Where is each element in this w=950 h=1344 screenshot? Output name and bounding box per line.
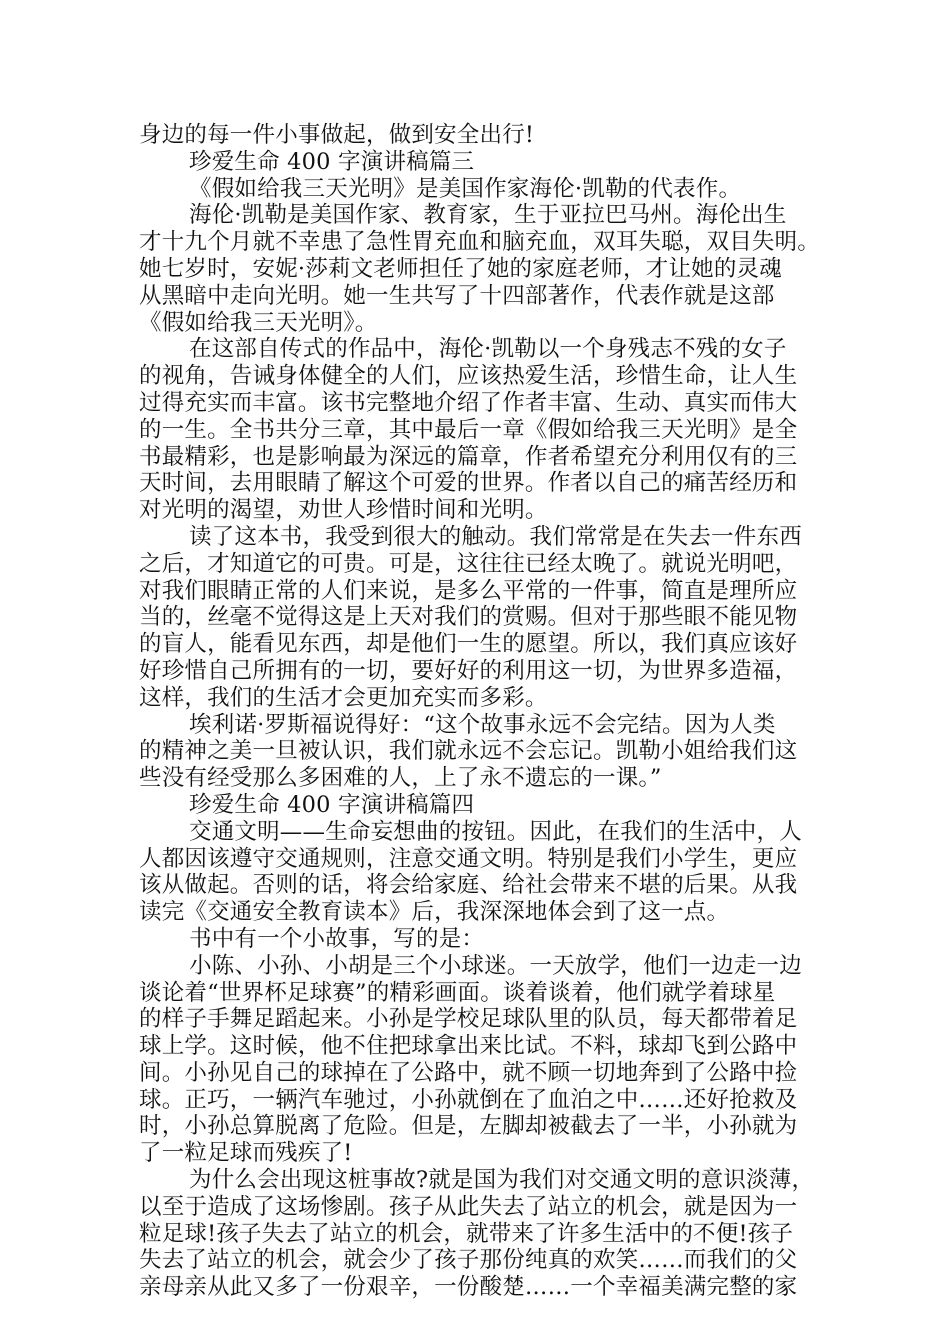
text-line: 人都因该遵守交通规则，注意交通文明。特别是我们小学生，更应 — [139, 845, 798, 872]
text-line: 之后，才知道它的可贵。可是，这往往已经太晚了。就说光明吧， — [139, 550, 798, 577]
text-line: 这样，我们的生活才会更加充实而多彩。 — [139, 684, 548, 711]
text-line: 的精神之美一旦被认识，我们就永远不会忘记。凯勒小姐给我们这 — [139, 738, 798, 765]
text-line: 该从做起。否则的话，将会给家庭、给社会带来不堪的后果。从我 — [139, 872, 798, 899]
text-line: 好珍惜自己所拥有的一切，要好好的利用这一切，为世界多造福， — [139, 657, 798, 684]
text-line: 珍爱生命 400 字演讲稿篇四 — [189, 791, 475, 818]
text-line: 的盲人，能看见东西，却是他们一生的愿望。所以，我们真应该好 — [139, 631, 798, 658]
text-line: 的样子手舞足蹈起来。小孙是学校足球队里的队员，每天都带着足 — [139, 1006, 798, 1033]
text-line: 对我们眼睛正常的人们来说，是多么平常的一件事，简直是理所应 — [139, 577, 798, 604]
text-line: 的视角，告诫身体健全的人们，应该热爱生活，珍惜生命，让人生 — [139, 363, 798, 390]
text-line: 失去了站立的机会，就会少了孩子那份纯真的欢笑……而我们的父 — [139, 1247, 798, 1274]
text-line: 球。正巧，一辆汽车驰过，小孙就倒在了血泊之中……还好抢救及 — [139, 1086, 798, 1113]
text-line: 小陈、小孙、小胡是三个小球迷。一天放学，他们一边走一边 — [189, 952, 802, 979]
text-line: 交通文明——生命妄想曲的按钮。因此，在我们的生活中，人 — [189, 818, 802, 845]
text-line: 她七岁时，安妮·莎莉文老师担任了她的家庭老师，才让她的灵魂 — [139, 255, 782, 282]
text-line: 读完《交通安全教育读本》后，我深深地体会到了这一点。 — [139, 899, 730, 926]
text-line: 书最精彩，也是影响最为深远的篇章，作者希望充分利用仅有的三 — [139, 443, 798, 470]
text-line: 球上学。这时候，他不住把球拿出来比试。不料，球却飞到公路中 — [139, 1033, 798, 1060]
text-line: 时，小孙总算脱离了危险。但是，左脚却被截去了一半，小孙就为 — [139, 1113, 798, 1140]
text-line: 书中有一个小故事，写的是： — [189, 925, 485, 952]
text-line: 以至于造成了这场惨剧。孩子从此失去了站立的机会，就是因为一 — [139, 1193, 798, 1220]
text-line: 谈论着“世界杯足球赛”的精彩画面。谈着谈着，他们就学着球星 — [139, 979, 776, 1006]
text-line: 埃利诺·罗斯福说得好：“这个故事永远不会完结。因为人类 — [189, 711, 776, 738]
text-line: 《假如给我三天光明》是美国作家海伦·凯勒的代表作。 — [189, 175, 742, 202]
text-line: 身边的每一件小事做起，做到安全出行! — [139, 122, 535, 148]
text-line: 过得充实而丰富。该书完整地介绍了作者丰富、生动、真实而伟大 — [139, 389, 798, 416]
document-body — [139, 122, 821, 1301]
text-line: 粒足球!孩子失去了站立的机会，就带来了许多生活中的不便!孩子 — [139, 1220, 794, 1247]
text-line: 海伦·凯勒是美国作家、教育家，生于亚拉巴马州。海伦出生 — [189, 202, 787, 229]
text-line: 天时间，去用眼睛了解这个可爱的世界。作者以自己的痛苦经历和 — [139, 470, 798, 497]
text-line: 了一粒足球而残疾了! — [139, 1140, 353, 1167]
text-line: 读了这本书，我受到很大的触动。我们常常是在失去一件东西 — [189, 523, 802, 550]
text-line: 的一生。全书共分三章，其中最后一章《假如给我三天光明》是全 — [139, 416, 798, 443]
text-line: 在这部自传式的作品中，海伦·凯勒以一个身残志不残的女子 — [189, 336, 787, 363]
text-line: 珍爱生命 400 字演讲稿篇三 — [189, 148, 475, 175]
text-line: 《假如给我三天光明》。 — [139, 309, 378, 336]
text-line: 间。小孙见自己的球掉在了公路中，就不顾一切地奔到了公路中捡 — [139, 1059, 798, 1086]
text-line: 当的，丝毫不觉得这是上天对我们的赏赐。但对于那些眼不能见物 — [139, 604, 798, 631]
text-line: 从黑暗中走向光明。她一生共写了十四部著作，代表作就是这部 — [139, 282, 775, 309]
text-line: 才十九个月就不幸患了急性胃充血和脑充血，双耳失聪，双目失明。 — [139, 229, 821, 256]
text-line: 对光明的渴望，劝世人珍惜时间和光明。 — [139, 497, 548, 524]
text-line: 亲母亲从此又多了一份艰辛，一份酸楚……一个幸福美满完整的家 — [139, 1274, 798, 1301]
text-line: 为什么会出现这桩事故?就是国为我们对交通文明的意识淡薄， — [189, 1167, 815, 1194]
text-line: 些没有经受那么多困难的人，上了永不遗忘的一课。” — [139, 765, 662, 792]
